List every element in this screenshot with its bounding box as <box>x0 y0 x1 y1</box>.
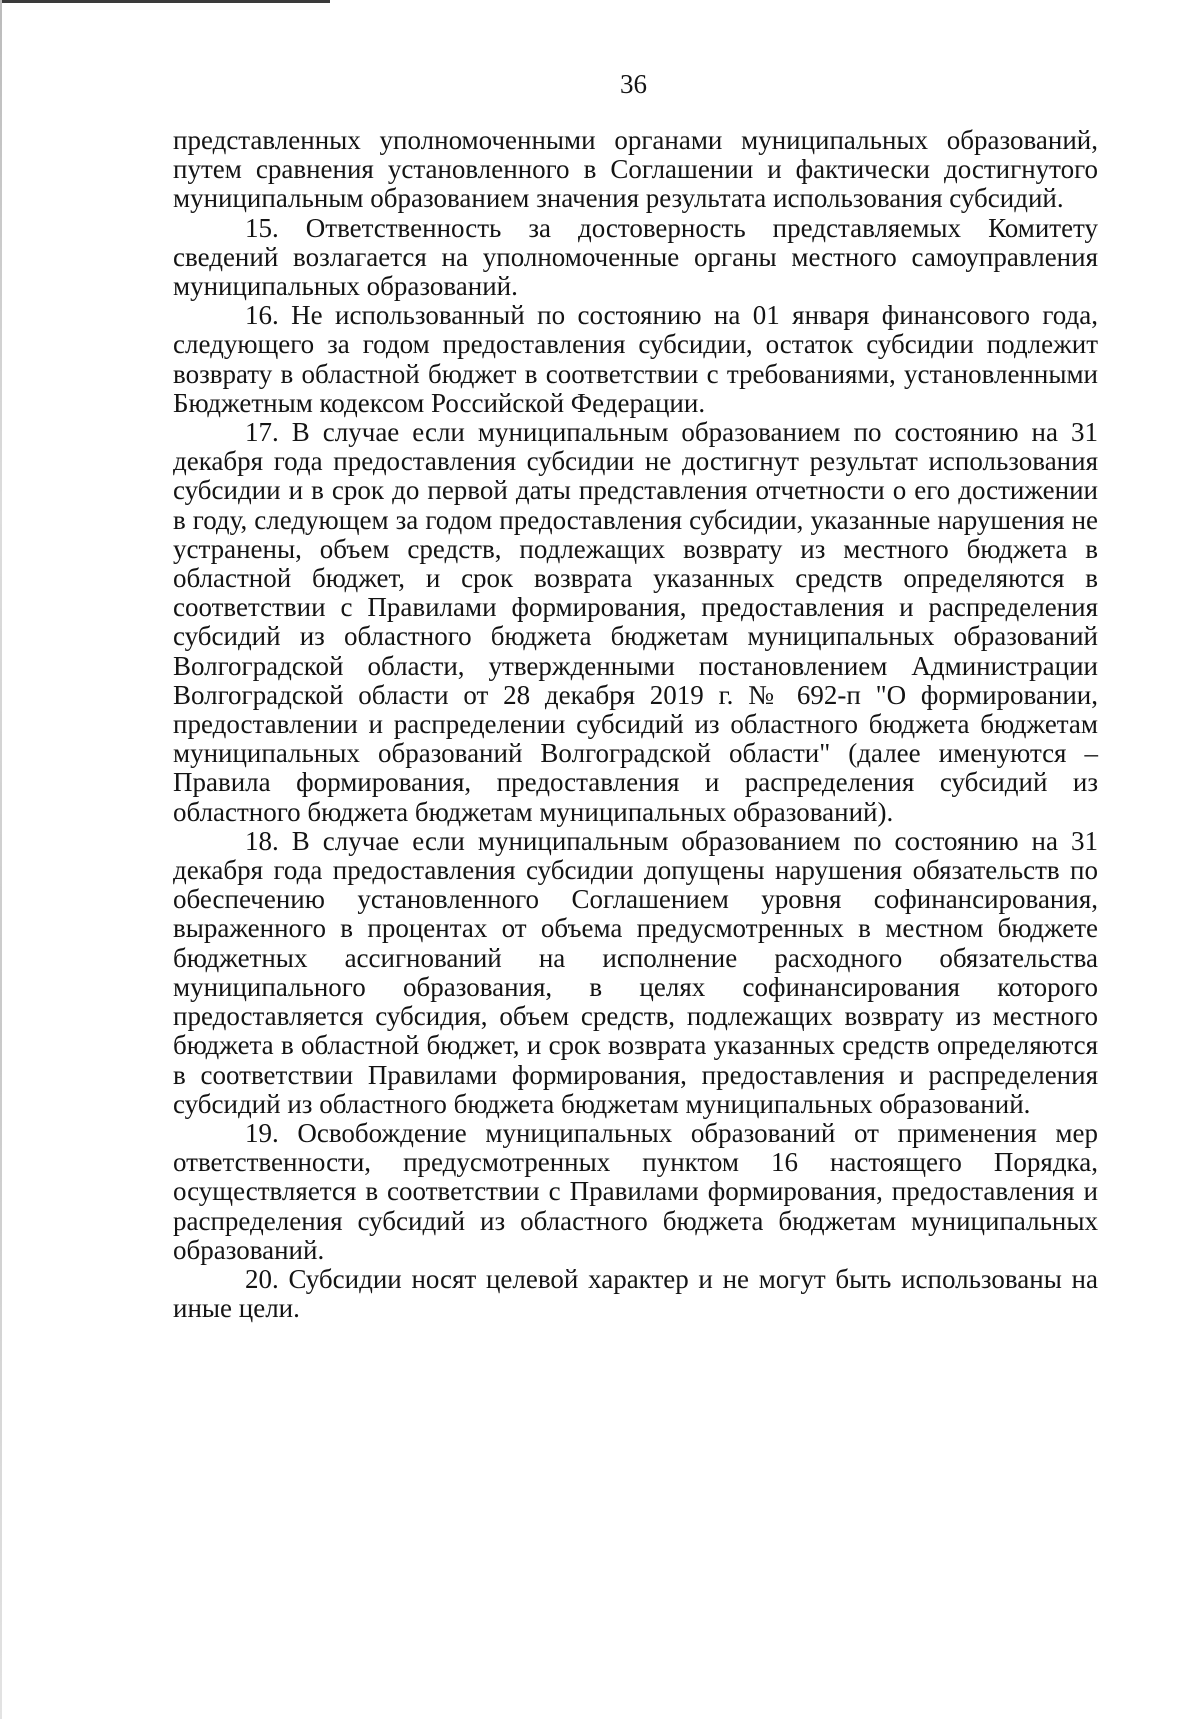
page-number: 36 <box>620 69 647 99</box>
scan-edge-left <box>0 0 2 1719</box>
paragraph-16: 16. Не использованный по состоянию на 01 января финансового года, следующего за годом предоставления субсидии, остаток субсидии подлежит возврату в областной бюджет в соответствии с требованиями, установленными Бюджетным кодексом Российской Федерации. <box>173 300 1098 418</box>
paragraph-18: 18. В случае если муниципальным образованием по состоянию на 31 декабря года предоставления субсидии допущены нарушения обязательств по обеспечению установленного Соглашением уровня софинансирования, выраженного в процентах от объема предусмотренных в местном бюджете бюджетных ассигнований на исполнение расходного обязательства муниципального образования, в целях софинансирования которого предоставляется субсидия, объем средств, подлежащих возврату из местного бюджета в областной бюджет, и срок возврата указанных средств определяются в соответствии Правилами формирования, предоставления и распределения субсидий из областного бюджета бюджетам муниципальных образований. <box>173 825 1098 1119</box>
paragraph-continuation: представленных уполномоченными органами муниципальных образований, путем сравнения установленного в Соглашении и фактически достигнутого муниципальным образованием значения результата использования субсидий. <box>173 125 1098 214</box>
paragraph-17: 17. В случае если муниципальным образованием по состоянию на 31 декабря года предоставления субсидии не достигнут результат использования субсидии и в срок до первой даты представления отчетности о его достижении в году, следующем за годом предоставления субсидии, указанные нарушения не устранены, объем средств, подлежащих возврату из местного бюджета в областной бюджет, и срок возврата указанных средств определяются в соответствии с Правилами формирования, предоставления и распределения субсидий из областного бюджета бюджетам муниципальных образований Волгоградской области, утвержденными постановлением Администрации Волгоградской области от 28 декабря 2019 г. № 692-п "О формировании, предоставлении и распределении субсидий из областного бюджета бюджетам муниципальных образований Волгоградской области" (далее именуются – Правила формирования, предоставления и распределения субсидий из областного бюджета бюджетам муниципальных образований). <box>173 417 1098 827</box>
paragraph-19: 19. Освобождение муниципальных образований от применения мер ответственности, предусмотренных пунктом 16 настоящего Порядка, осуществляется в соответствии с Правилами формирования, предоставления и распределения субсидий из областного бюджета бюджетам муниципальных образований. <box>173 1117 1098 1265</box>
paragraph-20: 20. Субсидии носят целевой характер и не могут быть использованы на иные цели. <box>173 1263 1098 1324</box>
scan-edge-top <box>0 0 330 3</box>
document-body <box>173 126 1098 1323</box>
paragraph-15: 15. Ответственность за достоверность представляемых Комитету сведений возлагается на уполномоченные органы местного самоуправления муниципальных образований. <box>173 212 1098 302</box>
